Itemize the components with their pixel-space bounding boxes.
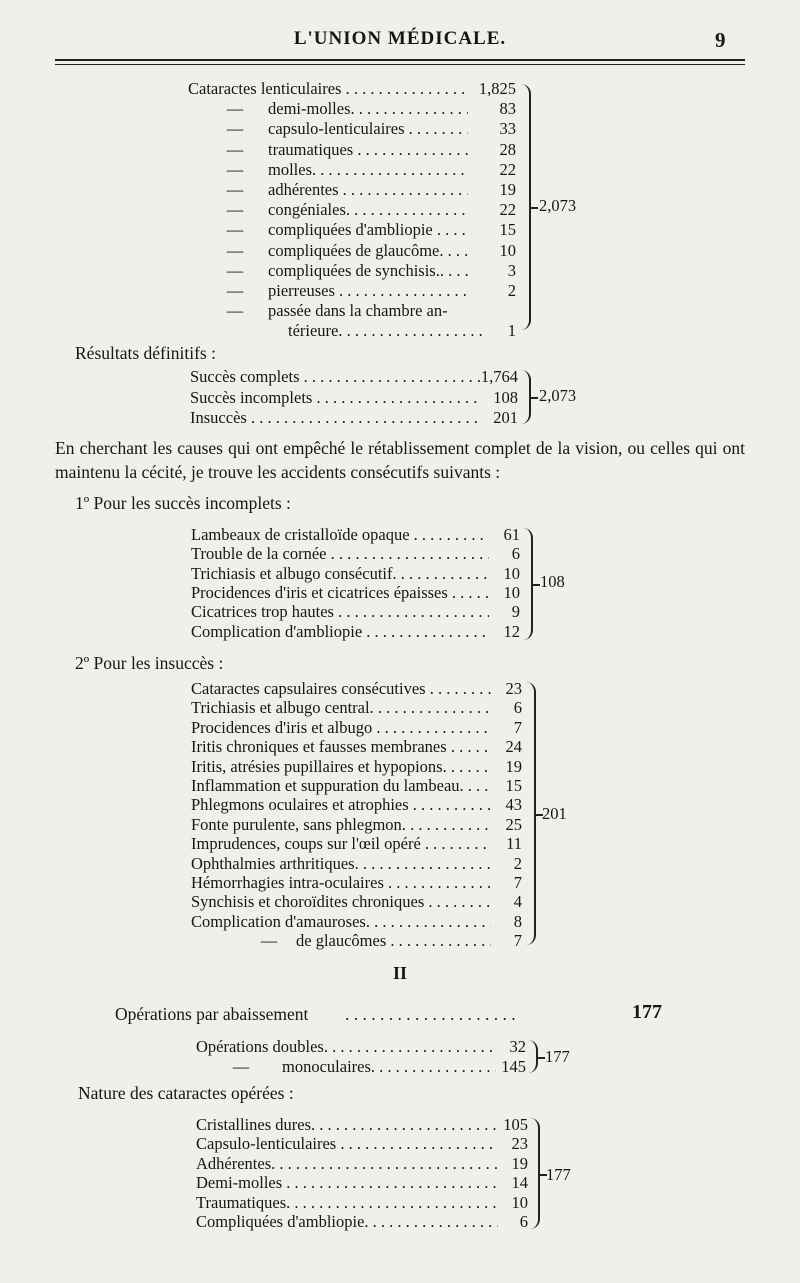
incomplete-cause-value: 12 — [503, 621, 520, 641]
incomplete-cause-label: Procidences d'iris et cicatrices épaisses . . . . — [191, 583, 489, 603]
cataract-type-row — [0, 79, 800, 99]
result-value: 201 — [493, 408, 518, 427]
cataract-type-label: adhérentes . . . — [268, 180, 468, 200]
result-label: Insuccès . . . — [190, 408, 480, 428]
failure-cause-row — [0, 873, 800, 893]
incomplete-cause-row — [0, 525, 800, 545]
failure-cause-row — [0, 834, 800, 854]
failures-brace — [520, 682, 536, 945]
incomplete-cause-value: 10 — [503, 563, 520, 583]
nature-type-row — [0, 1154, 800, 1174]
ditto-dash: — — [226, 281, 244, 300]
cataract-type-value: 1 — [507, 321, 516, 341]
nature-type-row — [0, 1115, 800, 1135]
cataract-type-value: 10 — [499, 240, 516, 260]
incomplete-cause-row — [0, 622, 800, 642]
failure-cause-row — [0, 757, 800, 777]
ditto-dash: — — [226, 220, 244, 240]
failure-cause-row — [0, 718, 800, 738]
incomplete-cause-value: 10 — [503, 582, 520, 602]
section1-total: 2,073 — [539, 196, 577, 215]
incomplete-cause-value: 6 — [511, 544, 520, 564]
cataract-type-value: 15 — [499, 220, 516, 240]
nature-type-row — [0, 1173, 800, 1193]
nature-type-row — [0, 1212, 800, 1232]
ditto-dash: — — [226, 301, 244, 321]
failure-cause-label: Phlegmons oculaires et atrophies . . . — [191, 795, 491, 815]
result-label: Succès incomplets . . . — [190, 388, 480, 408]
cataract-type-label: traumatiques . . . — [268, 140, 468, 160]
nature-type-row — [0, 1193, 800, 1213]
failure-cause-label: Fonte purulente, sans phlegmon. . . . — [191, 815, 491, 835]
incomplete-cause-label: Trouble de la cornée . . . — [191, 544, 489, 564]
cataract-type-value: 22 — [499, 200, 516, 220]
cataract-type-row — [0, 321, 800, 341]
incomplete-total: 108 — [540, 572, 565, 591]
nature-brace — [524, 1118, 540, 1229]
ditto-dash: — — [226, 180, 244, 199]
cataract-type-row — [0, 99, 800, 119]
cataract-type-label: demi-molles. . . . — [268, 99, 468, 119]
failure-cause-value: 7 — [513, 873, 522, 892]
header-rule — [55, 59, 745, 61]
section-roman-numeral: II — [392, 963, 407, 983]
cataract-type-label: congéniales. . . . — [268, 200, 468, 220]
incomplete-brace — [517, 528, 533, 640]
operation-value: 32 — [509, 1037, 526, 1056]
results-heading: Résultats définitifs : — [75, 343, 216, 363]
failures-total: 201 — [542, 804, 567, 823]
result-label: Succès complets . . . — [190, 367, 480, 387]
section1-brace-tip — [530, 207, 538, 209]
ditto-dash: — — [226, 139, 244, 159]
cataract-type-value: 3 — [507, 260, 516, 280]
results-brace — [515, 370, 531, 424]
cataract-type-row — [0, 261, 800, 281]
nature-type-value: 19 — [511, 1153, 528, 1173]
failure-cause-row — [0, 854, 800, 874]
cataract-type-row — [0, 119, 800, 139]
nature-type-label: Capsulo-lenticulaires . . . — [196, 1134, 498, 1154]
failure-cause-row — [0, 698, 800, 718]
nature-type-value: 10 — [511, 1192, 528, 1212]
failure-cause-value: 4 — [513, 892, 522, 912]
incomplete-cause-value: 61 — [503, 525, 520, 544]
nature-heading: Nature des cataractes opérées : — [78, 1083, 294, 1103]
failures-heading: 2º Pour les insuccès : — [75, 653, 224, 673]
failure-cause-value: 25 — [505, 814, 522, 834]
nature-type-value: 23 — [511, 1134, 528, 1154]
cataract-type-value: 2 — [507, 281, 516, 300]
operation-label: Opérations doubles. . . . — [196, 1037, 496, 1057]
nature-type-value: 105 — [503, 1115, 528, 1134]
incomplete-cause-label: Trichiasis et albugo consécutif. . . . — [191, 564, 489, 584]
cataract-type-value: 19 — [499, 180, 516, 199]
failure-cause-row — [0, 912, 800, 932]
failure-cause-row — [0, 815, 800, 835]
failure-cause-row — [0, 679, 800, 699]
nature-type-label: Cristallines dures. . . . — [196, 1115, 498, 1135]
results-total: 2,073 — [539, 386, 577, 405]
cataract-type-label: compliquées de synchisis.. . . . — [268, 261, 468, 281]
operation-row — [0, 1057, 800, 1077]
failure-cause-row — [0, 776, 800, 796]
cataract-type-label: térieure. . . . — [288, 321, 488, 341]
nature-type-label: Compliquées d'ambliopie. . . . — [196, 1212, 498, 1232]
failure-cause-value: 8 — [513, 911, 522, 931]
leader-dots: . . . . . . . . . . . . . . . . . . . . — [345, 1004, 516, 1024]
section1-brace — [515, 84, 531, 330]
cataract-type-value: 1,825 — [478, 79, 516, 98]
cataract-type-label: compliquées d'ambliopie . . . — [268, 220, 468, 240]
running-header-title: L'UNION MÉDICALE. — [293, 28, 507, 49]
incomplete-cause-row — [0, 583, 800, 603]
failure-cause-label: Ophthalmies arthritiques. . . . — [191, 854, 491, 874]
failure-cause-row — [0, 892, 800, 912]
failure-cause-label: Iritis, atrésies pupillaires et hypopions. . . . — [191, 757, 491, 777]
cataract-type-row — [0, 281, 800, 301]
header-rule-thin — [55, 64, 745, 65]
failure-cause-value: 11 — [506, 834, 522, 854]
cataract-type-label: passée dans la chambre an- — [268, 301, 448, 321]
cataract-type-row — [0, 220, 800, 240]
failure-cause-value: 6 — [513, 698, 522, 718]
cataract-type-row — [0, 160, 800, 180]
failure-cause-value: 19 — [505, 756, 522, 776]
nature-type-label: Demi-molles . . . — [196, 1173, 498, 1193]
failure-cause-value: 23 — [505, 679, 522, 698]
failure-cause-row — [0, 737, 800, 757]
part2-total: 177 — [545, 1047, 570, 1066]
incomplete-cause-label: Complication d'ambliopie . . . — [191, 622, 489, 642]
failure-cause-label: Cataractes capsulaires consécutives . . . — [191, 679, 491, 699]
incomplete-cause-row — [0, 564, 800, 584]
part2-brace — [522, 1040, 538, 1073]
ditto-dash: — — [226, 159, 244, 179]
operation-value: 145 — [501, 1056, 526, 1076]
failure-cause-label: Complication d'amauroses. . . . — [191, 912, 491, 932]
cataract-type-row — [0, 241, 800, 261]
incomplete-brace-tip — [532, 584, 540, 586]
part2-brace-tip — [537, 1057, 545, 1059]
abaissement-heading: Opérations par abaissement — [115, 1004, 309, 1024]
result-row — [0, 408, 800, 428]
cataract-type-label: pierreuses . . . — [268, 281, 468, 301]
failure-cause-label: Trichiasis et albugo central. . . . — [191, 698, 491, 718]
incomplete-cause-label: Lambeaux de cristalloïde opaque . . . — [191, 525, 489, 545]
failure-cause-label: de glaucômes . . . — [296, 931, 491, 951]
nature-total: 177 — [546, 1165, 571, 1184]
result-value: 1,764 — [480, 367, 518, 386]
failure-cause-row — [0, 795, 800, 815]
result-row — [0, 388, 800, 408]
cataract-type-row — [0, 140, 800, 160]
operation-label: monoculaires. . . . — [282, 1057, 496, 1077]
failure-cause-label: Inflammation et suppuration du lambeau. . . . — [191, 776, 491, 796]
nature-type-label: Adhérentes. . . . — [196, 1154, 498, 1174]
cataract-type-value: 22 — [499, 159, 516, 179]
nature-type-value: 14 — [511, 1173, 528, 1193]
page-number: 9 — [715, 28, 726, 52]
ditto-dash: — — [260, 931, 278, 951]
failure-cause-label: Imprudences, coups sur l'œil opéré . . . — [191, 834, 491, 854]
cataract-type-value: 33 — [499, 119, 516, 139]
failure-cause-value: 43 — [505, 795, 522, 815]
failure-cause-row — [0, 931, 800, 951]
results-brace-tip — [530, 397, 538, 399]
incomplete-cause-row — [0, 602, 800, 622]
result-row — [0, 367, 800, 387]
failure-cause-value: 15 — [505, 776, 522, 795]
failure-cause-label: Synchisis et choroïdites chroniques . . . — [191, 892, 491, 912]
failure-cause-value: 24 — [505, 737, 522, 757]
ditto-dash: — — [226, 260, 244, 280]
failure-cause-label: Hémorrhagies intra-oculaires . . . — [191, 873, 491, 893]
ditto-dash: — — [226, 99, 244, 119]
incomplete-cause-row — [0, 544, 800, 564]
failure-cause-value: 7 — [513, 717, 522, 737]
nature-type-label: Traumatiques. . . . — [196, 1193, 498, 1213]
cataract-type-label: Cataractes lenticulaires . . . — [188, 79, 470, 99]
failure-cause-label: Procidences d'iris et albugo . . . — [191, 718, 491, 738]
cataract-type-label: compliquées de glaucôme. . . . — [268, 241, 468, 261]
incomplete-cause-label: Cicatrices trop hautes . . . — [191, 602, 489, 622]
cataract-type-value: 83 — [499, 99, 516, 119]
failure-cause-label: Iritis chroniques et fausses membranes . . . — [191, 737, 491, 757]
ditto-dash: — — [226, 240, 244, 260]
body-paragraph: En cherchant les causes qui ont empêché le rétablissement complet de la vision, ou celles qui ont maintenu la cécité, je trouve les accidents consécutifs suivants : — [55, 438, 745, 482]
ditto-dash: — — [232, 1056, 250, 1076]
cataract-type-row — [0, 301, 800, 321]
abaissement-total: 177 — [632, 1001, 662, 1023]
incomplete-cause-value: 9 — [511, 602, 520, 622]
operation-row — [0, 1037, 800, 1057]
failure-cause-value: 2 — [513, 853, 522, 873]
failure-cause-value: 7 — [513, 931, 522, 951]
cataract-type-row — [0, 200, 800, 220]
cataract-type-value: 28 — [499, 139, 516, 159]
cataract-type-label: molles. . . . — [268, 160, 468, 180]
incomplete-heading: 1º Pour les succès incomplets : — [75, 493, 291, 513]
ditto-dash: — — [226, 200, 244, 220]
ditto-dash: — — [226, 119, 244, 139]
nature-type-value: 6 — [519, 1212, 528, 1231]
result-value: 108 — [493, 387, 518, 407]
cataract-type-label: capsulo-lenticulaires . . . — [268, 119, 468, 139]
cataract-type-row — [0, 180, 800, 200]
nature-type-row — [0, 1134, 800, 1154]
